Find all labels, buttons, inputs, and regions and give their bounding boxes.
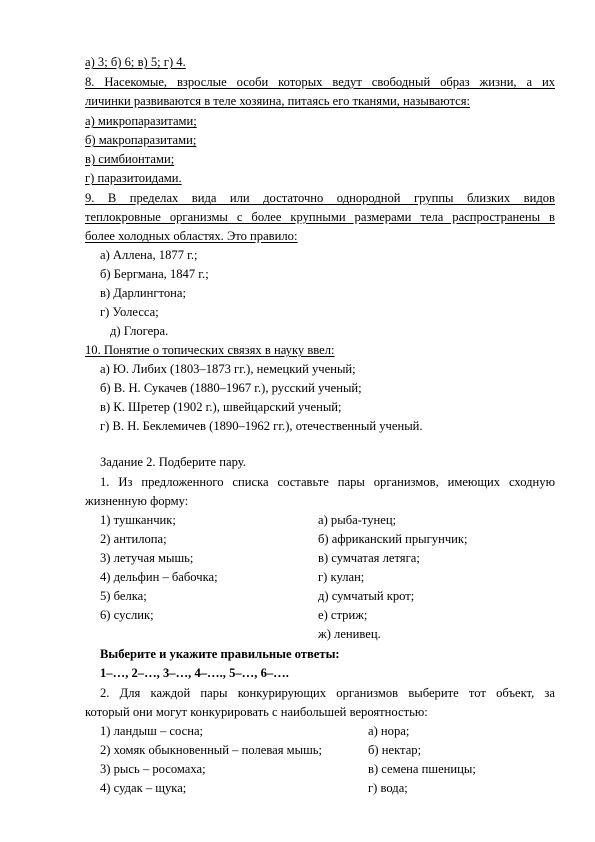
compete-right-b: б) нектар;	[368, 743, 422, 757]
pair-left-6: 6) суслик;	[100, 608, 154, 622]
compete-right-d: г) вода;	[368, 781, 408, 795]
q8-option-a: а) микропаразитами;	[85, 114, 197, 128]
task2-part1-line2: жизненную форму:	[85, 494, 189, 508]
compete-right-a: а) нора;	[368, 724, 410, 738]
compete-left-2: 2) хомяк обыкновенный – полевая мышь;	[100, 743, 323, 757]
q9-option-d: г) Уолесса;	[100, 305, 159, 319]
pair-right-a: а) рыба-тунец;	[318, 513, 397, 527]
pair-left-4: 4) дельфин – бабочка;	[100, 570, 218, 584]
q10-option-d: г) В. Н. Беклемичев (1890–1962 гг.), отечественный ученый.	[100, 419, 423, 433]
q10-option-b: б) В. Н. Сукачев (1880–1967 г.), русский ученый;	[100, 381, 362, 395]
compete-left-1: 1) ландыш – сосна;	[100, 724, 204, 738]
q9-text-line2: теплокровные организмы с более крупными размерами тела распространены в	[85, 210, 555, 224]
q9-option-e: д) Глогера.	[110, 324, 169, 338]
pair-right-g: ж) ленивец.	[318, 627, 381, 641]
q8-option-b: б) макропаразитами;	[85, 133, 197, 147]
task2-part2-line1: 2. Для каждой пары конкурирующих организмов выберите тот объект, за	[100, 686, 555, 700]
q8-option-d: г) паразитоидами.	[85, 171, 182, 185]
q8-text-line2: личинки развиваются в теле хозяина, питаясь его тканями, называются:	[85, 94, 471, 108]
pair-left-5: 5) белка;	[100, 589, 147, 603]
q9-option-b: б) Бергмана, 1847 г.;	[100, 267, 209, 281]
q10-text: 10. Понятие о топических связях в науку ввел:	[85, 343, 335, 357]
q9-option-a: а) Аллена, 1877 г.;	[100, 248, 198, 262]
q8-option-c: в) симбионтами;	[85, 152, 175, 166]
q10-option-a: а) Ю. Либих (1803–1873 гг.), немецкий ученый;	[100, 362, 356, 376]
pair-left-1: 1) тушканчик;	[100, 513, 176, 527]
compete-left-4: 4) судак – щука;	[100, 781, 187, 795]
q9-text-line1: 9. В пределах вида или достаточно однородной группы близких видов	[85, 191, 555, 205]
task2-part2-line2: который они могут конкурировать с наибольшей вероятностью:	[85, 705, 428, 719]
pair-right-b: б) африканский прыгунчик;	[318, 532, 468, 546]
pair-right-e: д) сумчатый крот;	[318, 589, 415, 603]
pair-right-d: г) кулан;	[318, 570, 365, 584]
answer-template: 1–…, 2–…, 3–…, 4–…., 5–…, 6–….	[100, 666, 289, 680]
task2-title: Задание 2. Подберите пару.	[100, 455, 246, 469]
task2-part1-line1: 1. Из предложенного списка составьте пары организмов, имеющих сходную	[100, 475, 555, 489]
q10-option-c: в) К. Шретер (1902 г.), швейцарский ученый;	[100, 400, 342, 414]
pair-left-3: 3) летучая мышь;	[100, 551, 194, 565]
q8-text-line1: 8. Насекомые, взрослые особи которых ведут свободный образ жизни, а их	[85, 75, 555, 89]
q9-option-c: в) Дарлингтона;	[100, 286, 186, 300]
compete-right-c: в) семена пшеницы;	[368, 762, 476, 776]
choose-instruction: Выберите и укажите правильные ответы:	[100, 647, 340, 661]
pair-right-c: в) сумчатая летяга;	[318, 551, 420, 565]
q9-text-line3: более холодных областях. Это правило:	[85, 229, 298, 243]
pair-left-2: 2) антилопа;	[100, 532, 167, 546]
compete-left-3: 3) рысь – росомаха;	[100, 762, 206, 776]
pair-right-f: е) стриж;	[318, 608, 368, 622]
q7-answer-options: а) 3; б) 6; в) 5; г) 4.	[85, 55, 186, 69]
